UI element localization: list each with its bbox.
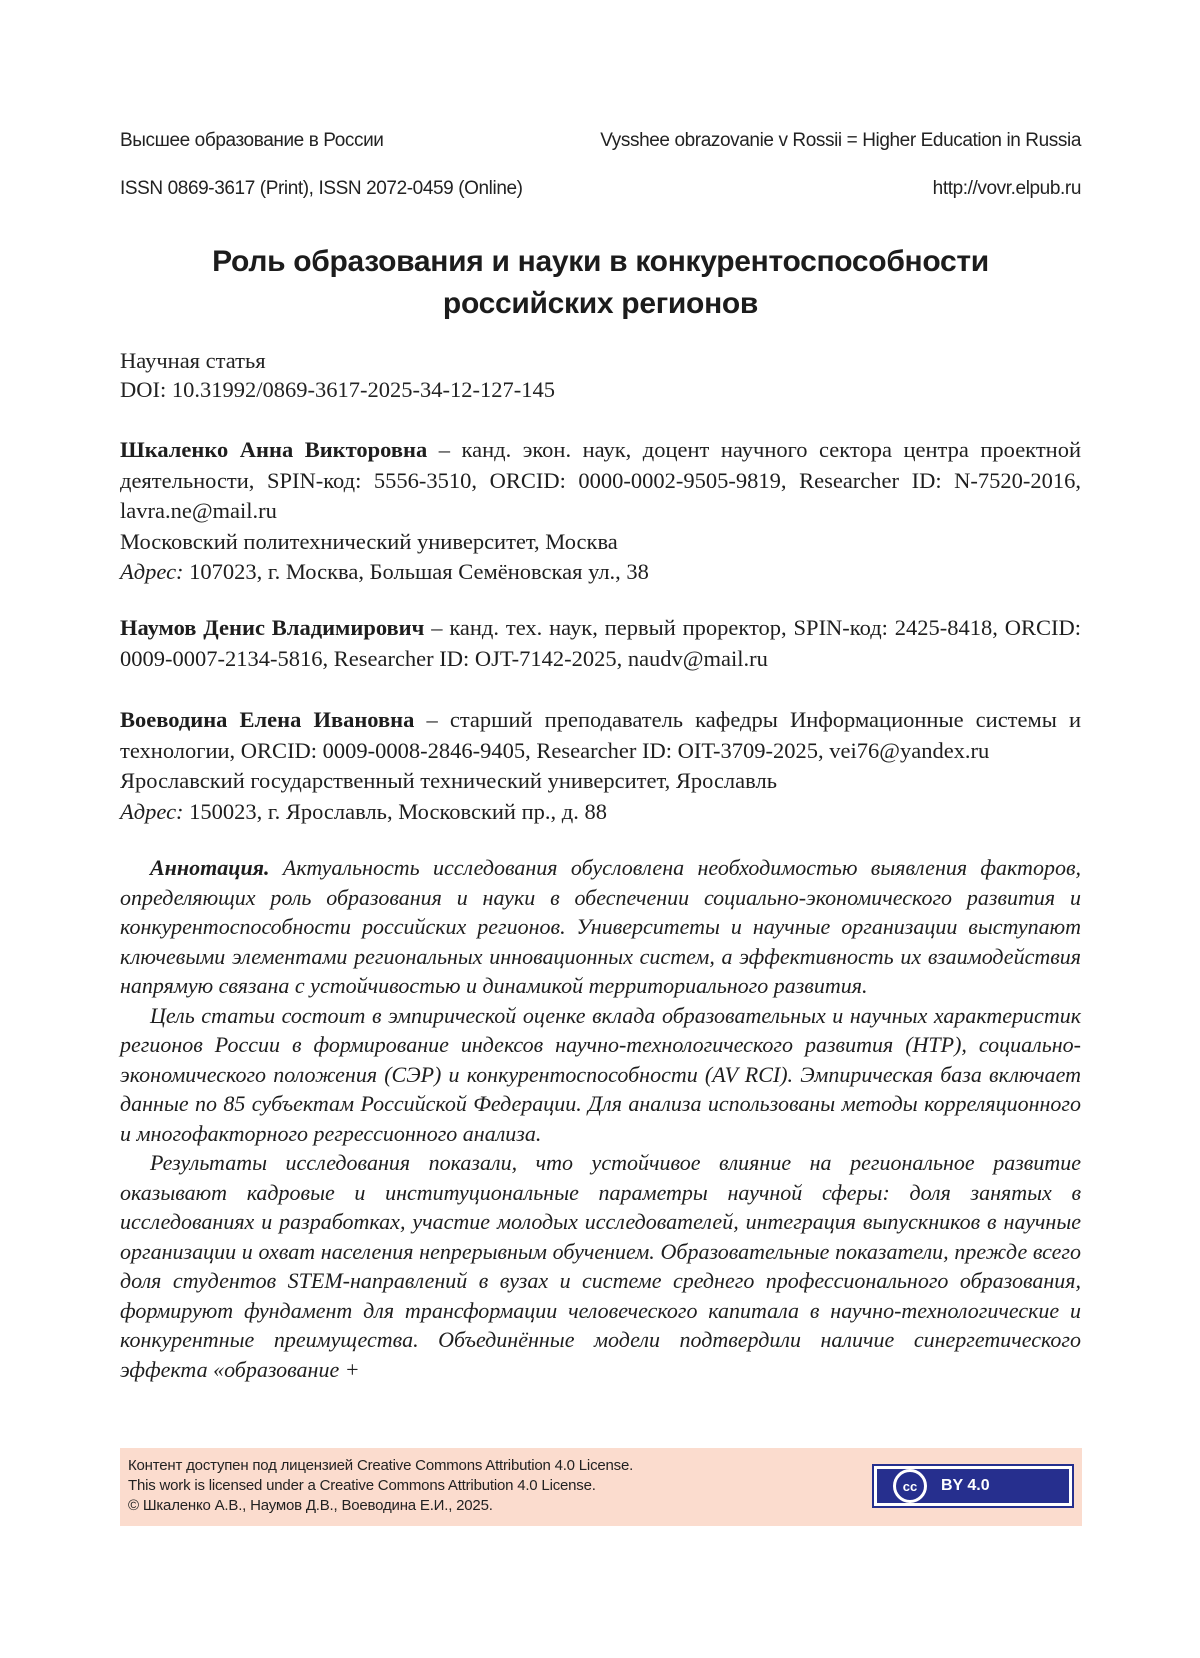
article-type: Научная статья: [120, 348, 266, 373]
journal-title-ru: Высшее образование в России: [120, 130, 384, 151]
author-name: Воеводина Елена Ивановна: [120, 707, 415, 732]
cc-badge-label: BY 4.0: [941, 1477, 990, 1494]
abstract: [120, 853, 1081, 1384]
journal-url[interactable]: http://vovr.elpub.ru: [932, 178, 1081, 199]
abstract-paragraph: Цель статьи состоит в эмпирической оценке вклада образовательных и научных характеристик регионов России в формирование индексов научно-технологического развития (НТР), социально-экономического положения (СЭР) и конкурентоспособности (AV RCI). Эмпирическая база включает данные по 85 субъектам Российской Федерации. Для анализа использованы методы корреляционного и многофакторного регрессионного анализа.: [120, 1002, 1081, 1146]
article-title: [120, 241, 1081, 325]
abstract-text: Актуальность исследования обусловлена необходимостью выявления факторов, определяющих роль образования и науки в обеспечении социально-экономического развития и конкурентоспособности российских регионов. Университеты и научные организации выступают ключевыми элементами региональных инновационных систем, а эффективность их взаимодействия напрямую связана с устойчивостью и динамикой территориального развития.: [120, 855, 1081, 998]
author-block: [120, 705, 1081, 827]
author-affiliation: Ярославский государственный технический университет, Ярославль: [120, 768, 777, 793]
license-line-ru: Контент доступен под лицензией Creative Commons Attribution 4.0 License.: [128, 1457, 634, 1474]
creative-commons-icon: cc: [893, 1469, 927, 1503]
author-affiliation: Московский политехнический университет, Москва: [120, 528, 618, 554]
cc-license-badge[interactable]: [874, 1466, 1072, 1506]
author-block: [120, 613, 1081, 674]
address-label: Адрес:: [120, 559, 184, 584]
author-address: 150023, г. Ярославль, Московский пр., д. 88: [183, 798, 607, 824]
journal-title-en: Vysshee obrazovanie v Rossii = Higher Education in Russia: [600, 130, 1081, 151]
author-details: – старший преподаватель кафедры Информационные системы и технологии, ORCID: 0009-0008-2846-9405, Researcher ID: OIT-3709-2025, vei76@yandex.ru: [120, 707, 1081, 763]
article-title-line: российских регионов: [442, 287, 759, 320]
issn-row: [120, 178, 1081, 200]
running-header: [120, 130, 1081, 152]
author-address: 107023, г. Москва, Большая Семёновская ул., 38: [183, 559, 649, 584]
abstract-label: Аннотация.: [150, 855, 270, 880]
license-text: [128, 1456, 633, 1516]
article-meta: [120, 346, 1081, 404]
copyright-line: © Шкаленко А.В., Наумов Д.В., Воеводина Е.И., 2025.: [128, 1497, 493, 1514]
author-details: – канд. экон. наук, доцент научного сектора центра проектной деятельности, SPIN-код: 5556-3510, ORCID: 0000-0002-9505-9819, Researcher ID: N-7520-2016, lavra.ne@mail.ru: [120, 437, 1081, 523]
article-title-line: Роль образования и науки в конкурентоспособности: [212, 245, 989, 278]
abstract-paragraph: [120, 853, 1081, 1001]
abstract-paragraph: Результаты исследования показали, что устойчивое влияние на региональное развитие оказывают кадровые и институциональные параметры научной сферы: доля занятых в исследованиях и разработках, участие молодых исследователей, интеграция выпускников в научные организации и охват населения непрерывным обучением. Образовательные показатели, прежде всего доля студентов STEM-направлений в вузах и системе среднего профессионального образования, формируют фундамент для трансформации человеческого капитала в научно-технологические и конкурентные преимущества. Объединённые модели подтвердили наличие синергетического эффекта «образование +: [120, 1150, 1081, 1382]
issn-text: ISSN 0869-3617 (Print), ISSN 2072-0459 (Online): [120, 178, 523, 199]
author-name: Наумов Денис Владимирович: [120, 615, 425, 640]
doi[interactable]: DOI: 10.31992/0869-3617-2025-34-12-127-145: [120, 377, 555, 402]
license-band: [120, 1448, 1082, 1526]
license-line-en: This work is licensed under a Creative Commons Attribution 4.0 License.: [128, 1477, 596, 1494]
address-label: Адрес:: [120, 798, 184, 824]
author-block: [120, 435, 1081, 588]
author-details: – канд. тех. наук, первый проректор, SPIN-код: 2425-8418, ORCID: 0009-0007-2134-5816, Researcher ID: OJT-7142-2025, naudv@mail.ru: [120, 615, 1081, 671]
author-name: Шкаленко Анна Викторовна: [120, 437, 428, 462]
